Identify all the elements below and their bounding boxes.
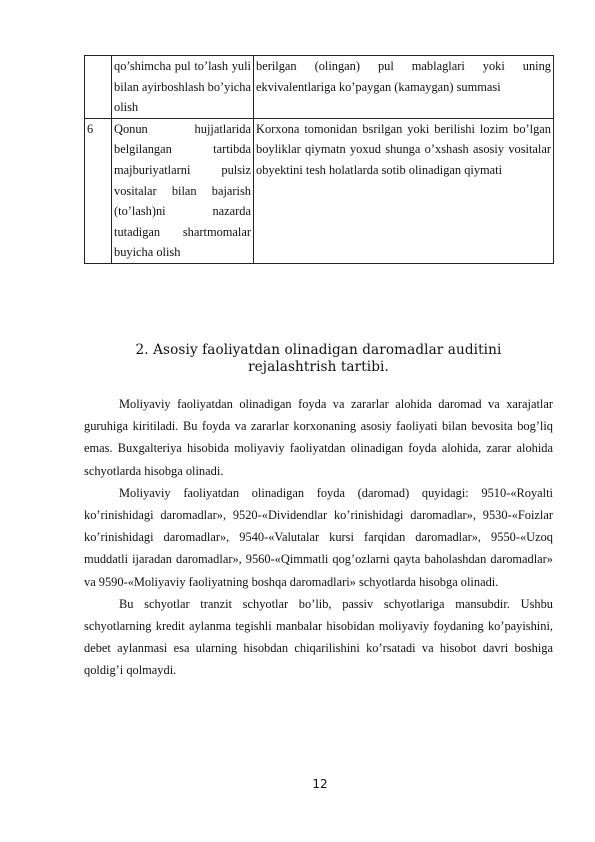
paragraph: Moliyaviy faoliyatdan olinadigan foyda (daromad) quyidagi: 9510-«Royalti ko’rinishidagi daromadlar», 9520-«Dividendlar ko’rinishidagi daromadlar», 9530-«Foizlar ko’rinishidagi daromadlar», 9540-«Valutalar kursi farqidan daromadlar», 9550-«Uzoq muddatli ijaradan daromadlar», 9560-«Qimmatli qog’ozlarni qayta baholashdan daromadlar» va 9590-«Moliyaviy faoliyatning boshqa daromadlari» schyotlarda hisobga olinadi. xyxy=(84,485,553,589)
table-row xyxy=(85,118,554,263)
section-body xyxy=(84,393,553,682)
section-heading xyxy=(84,342,553,376)
row-term: Qonun hujjatlarida belgilangan tartibda majburiyatlarni pulsiz vositalar bilan bajarish (to’lash)ni nazarda tutadigan shartmomalar buyicha olish xyxy=(112,118,254,263)
paragraph: Bu schyotlar tranzit schyotlar bo’lib, passiv schyotlariga mansubdir. Ushbu schyotlarning kredit aylanma tegishli manbalar hisobidan moliyaviy foydaning ko’payishini, debet aylanmasi esa ularning hisobdan chiqarilishini ko’rsatadi va hisobot davri boshiga qoldig’i qolmaydi. xyxy=(84,596,553,678)
definitions-table xyxy=(84,55,554,264)
row-definition: berilgan (olingan) pul mablaglari yoki uning ekvivalentlariga ko’paygan (kamaygan) summasi xyxy=(254,56,554,119)
row-term: qo’shimcha pul to’lash yuli bilan ayirboshlash bo’yicha olish xyxy=(112,56,254,119)
row-number: 6 xyxy=(85,118,112,263)
page-number: 12 xyxy=(312,777,328,791)
section-heading-line2: rejalashtrish tartibi. xyxy=(248,359,389,375)
row-number xyxy=(85,56,112,119)
table-row xyxy=(85,56,554,119)
row-definition: Korxona tomonidan bsrilgan yoki berilishi lozim bo’lgan boyliklar qiymatn yoxud shunga o’xshash asosiy vositalar obyektini tesh holatlarda sotib olinadigan qiymati xyxy=(254,118,554,263)
section-heading-line1: 2. Asosiy faoliyatdan olinadigan daromadlar auditini xyxy=(135,342,502,358)
paragraph: Moliyaviy faoliyatdan olinadigan foyda va zararlar alohida daromad va xarajatlar guruhiga kiritiladi. Bu foyda va zararlar korxonaning asosiy faoliyati bilan bevosita bog’liq emas. Buxgalteriya hisobida moliyaviy faoliyatdan olinadigan foyda alohida, zarar alohida schyotlarda hisobga olinadi. xyxy=(84,397,553,478)
